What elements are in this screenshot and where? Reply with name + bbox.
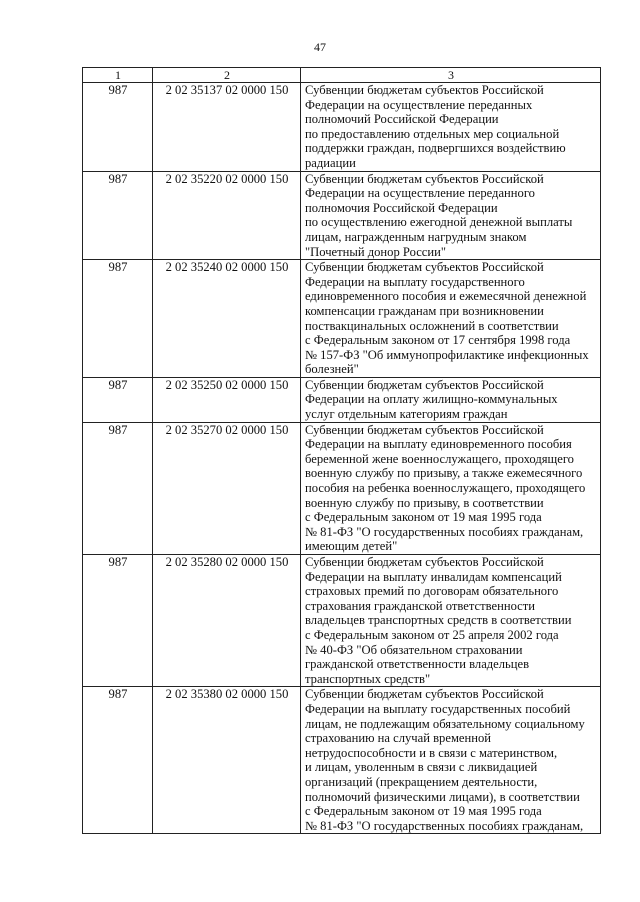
description-line: № 40-ФЗ "Об обязательном страховании: [305, 642, 523, 657]
description-line: лицам, награжденным нагрудным знаком: [305, 229, 527, 244]
budget-code-cell: 2 02 35240 02 0000 150: [153, 260, 301, 378]
table-row: [83, 555, 601, 687]
description-line: Федерации на осуществление переданных: [305, 97, 533, 112]
admin-code-cell: 987: [83, 171, 153, 260]
admin-code-cell: 987: [83, 83, 153, 172]
admin-code-cell: 987: [83, 687, 153, 834]
description-line: пособия на ребенка военнослужащего, проходящего: [305, 481, 586, 496]
description-line: страхованию на случай временной: [305, 731, 492, 746]
table-header: [83, 68, 601, 83]
description-cell: [301, 422, 601, 554]
description-line: № 157-ФЗ "Об иммунопрофилактике инфекционных: [305, 347, 589, 362]
description-line: с Федеральным законом от 17 сентября 1998 года: [305, 333, 571, 348]
description-line: "Почетный донор России": [305, 244, 447, 259]
description-line: Федерации на оплату жилищно-коммунальных: [305, 392, 558, 407]
table-body: [83, 83, 601, 834]
description-line: Субвенции бюджетам субъектов Российской: [305, 555, 544, 569]
description-line: с Федеральным законом от 19 мая 1995 года: [305, 510, 542, 525]
description-line: страховых премий по договорам обязательного: [305, 584, 559, 599]
description-line: полномочия Российской Федерации: [305, 200, 498, 215]
description-line: организаций (прекращением деятельности,: [305, 774, 538, 789]
description-line: Субвенции бюджетам субъектов Российской: [305, 422, 544, 437]
description-line: Федерации на выплату государственных пособий: [305, 701, 571, 716]
description-line: по осуществлению ежегодной денежной выплаты: [305, 215, 573, 230]
budget-code-cell: 2 02 35250 02 0000 150: [153, 377, 301, 422]
description-line: болезней": [305, 362, 359, 377]
description-line: полномочий Российской Федерации: [305, 112, 499, 127]
admin-code-cell: 987: [83, 555, 153, 687]
description-line: и лицам, уволенным в связи с ликвидацией: [305, 760, 538, 775]
table-row: [83, 171, 601, 260]
budget-revenue-table: [82, 67, 601, 834]
description-line: владельцев транспортных средств в соответствии: [305, 613, 572, 628]
description-line: лицам, не подлежащим обязательному социальному: [305, 716, 585, 731]
description-line: с Федеральным законом от 25 апреля 2002 года: [305, 627, 559, 642]
description-line: имеющим детей": [305, 539, 398, 554]
budget-code-cell: 2 02 35137 02 0000 150: [153, 83, 301, 172]
description-line: беременной жене военнослужащего, проходящего: [305, 451, 574, 466]
description-line: единовременного пособия и ежемесячной денежной: [305, 289, 587, 304]
description-line: страхования гражданской ответственности: [305, 598, 536, 613]
description-line: Субвенции бюджетам субъектов Российской: [305, 260, 544, 275]
description-cell: [301, 171, 601, 260]
description-cell: [301, 377, 601, 422]
budget-code-cell: 2 02 35280 02 0000 150: [153, 555, 301, 687]
header-row: [83, 68, 601, 83]
table-row: [83, 687, 601, 834]
description-cell: [301, 555, 601, 687]
description-line: военную службу по призыву, а также ежемесячного: [305, 466, 583, 481]
table-row: [83, 377, 601, 422]
description-line: по предоставлению отдельных мер социальной: [305, 126, 560, 141]
description-line: с Федеральным законом от 19 мая 1995 года: [305, 804, 542, 819]
description-line: гражданской ответственности владельцев: [305, 657, 530, 672]
description-line: Субвенции бюджетам субъектов Российской: [305, 687, 544, 702]
description-line: Федерации на выплату государственного: [305, 274, 525, 289]
description-line: компенсации гражданам при возникновении: [305, 303, 544, 318]
description-line: Субвенции бюджетам субъектов Российской: [305, 377, 544, 392]
column-header-1: 1: [83, 68, 153, 83]
description-line: услуг отдельным категориям граждан: [305, 407, 508, 422]
description-cell: [301, 83, 601, 172]
description-cell: [301, 687, 601, 834]
description-line: Субвенции бюджетам субъектов Российской: [305, 171, 544, 186]
description-line: поддержки граждан, подвергшихся воздействию: [305, 141, 566, 156]
column-header-3: 3: [301, 68, 601, 83]
table-row: [83, 422, 601, 554]
description-line: военную службу по призыву, в соответствии: [305, 495, 544, 510]
column-header-2: 2: [153, 68, 301, 83]
description-line: № 81-ФЗ "О государственных пособиях гражданам,: [305, 818, 584, 833]
table-row: [83, 260, 601, 378]
description-line: Федерации на выплату единовременного пособия: [305, 437, 572, 452]
description-line: поствакцинальных осложнений в соответствии: [305, 318, 559, 333]
budget-code-cell: 2 02 35270 02 0000 150: [153, 422, 301, 554]
description-line: Федерации на выплату инвалидам компенсаций: [305, 569, 562, 584]
admin-code-cell: 987: [83, 260, 153, 378]
table-row: [83, 83, 601, 172]
description-line: № 81-ФЗ "О государственных пособиях гражданам,: [305, 524, 584, 539]
page-number: 47: [314, 40, 326, 54]
description-line: Субвенции бюджетам субъектов Российской: [305, 83, 544, 97]
description-cell: [301, 260, 601, 378]
budget-code-cell: 2 02 35380 02 0000 150: [153, 687, 301, 834]
description-line: транспортных средств": [305, 671, 431, 686]
description-line: радиации: [305, 155, 356, 170]
budget-code-cell: 2 02 35220 02 0000 150: [153, 171, 301, 260]
description-line: нетрудоспособности и в связи с материнством,: [305, 745, 558, 760]
description-line: Федерации на осуществление переданного: [305, 186, 535, 201]
admin-code-cell: 987: [83, 422, 153, 554]
admin-code-cell: 987: [83, 377, 153, 422]
description-line: полномочий физическими лицами), в соответствии: [305, 789, 580, 804]
